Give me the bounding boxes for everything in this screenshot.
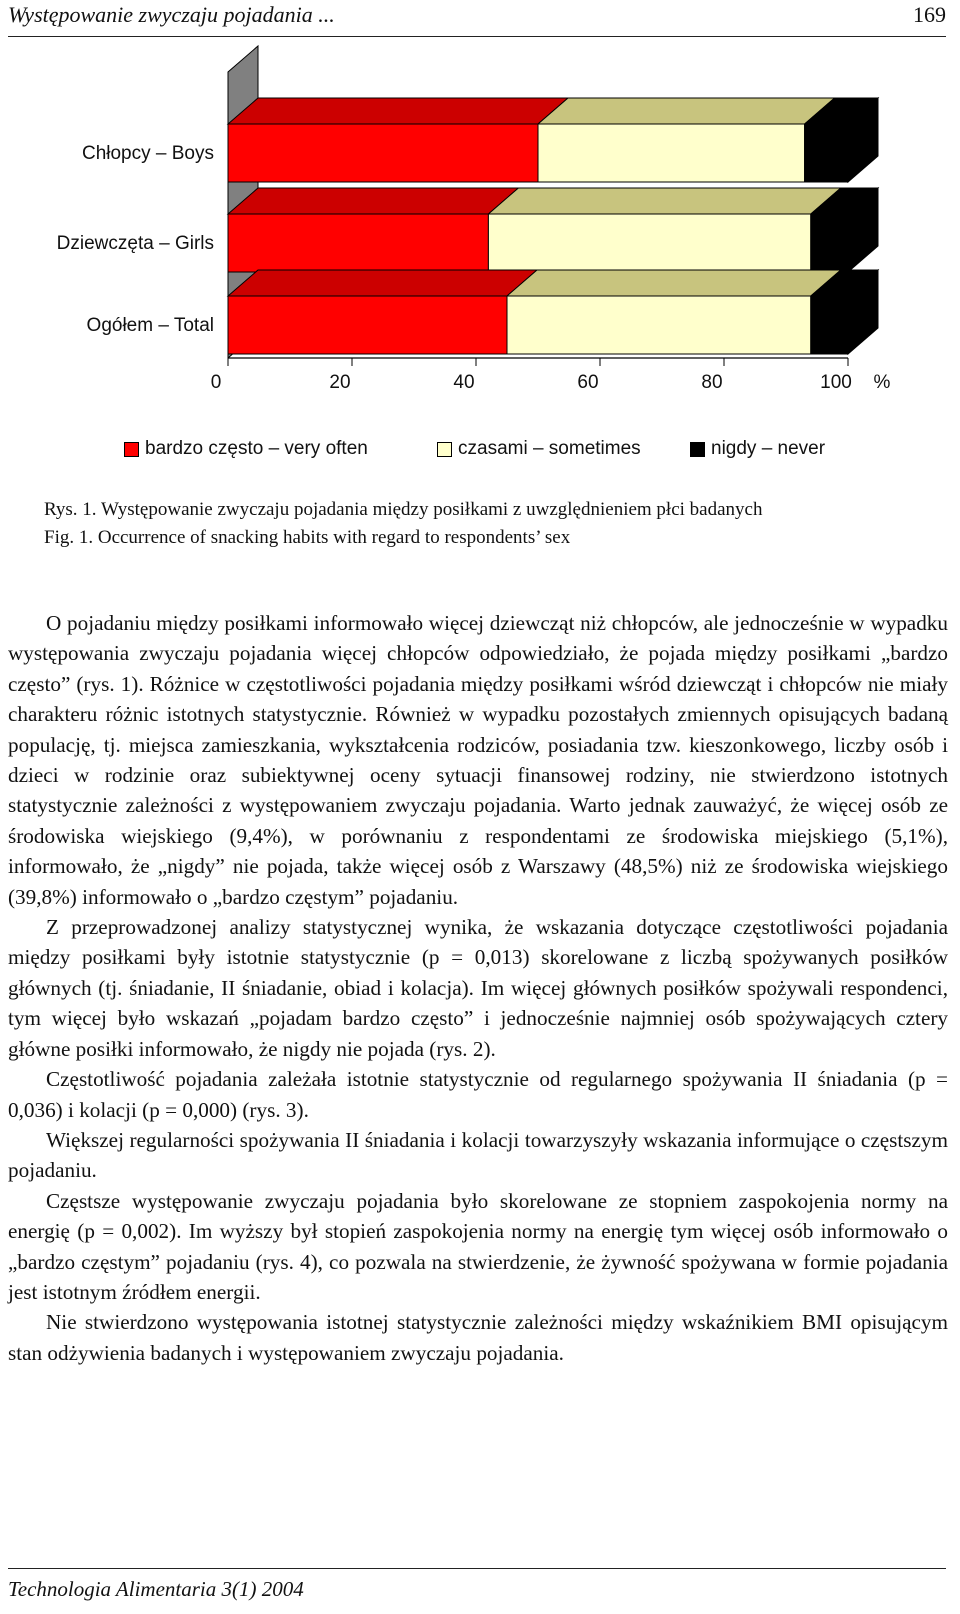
journal-reference: Technologia Alimentaria 3(1) 2004 [8,1577,304,1601]
x-tick-label: 20 [329,372,351,393]
paragraph: Częstsze występowanie zwyczaju pojadania było skorelowane ze stopniem zaspokojenia normy na energię (p = 0,002). Im wyższy był stopień zaspokojenia normy na energię tym więcej osób informowało o „bardzo częstym” pojadaniu (rys. 4), co pozwala na stwierdzenie, że żywność spożywana w formie pojadania jest istotnym źródłem energii. [8,1188,948,1304]
bar-segment-0-0 [228,124,538,182]
bar-segment-2-0 [805,124,848,182]
x-tick-label: 60 [577,372,599,393]
paragraph: Większej regularności spożywania II śniadania i kolacji towarzyszyły wskazania informujące o częstszym pojadaniu. [8,1127,948,1183]
legend-label-sometimes: czasami – sometimes [458,438,641,459]
bar-segment-1-1 [488,214,810,272]
figure-caption [44,496,924,552]
legend-item-very-often [124,438,368,460]
legend-swatch-never [690,442,705,457]
category-label: Ogółem – Total [86,315,214,336]
paragraph: Częstotliwość pojadania zależała istotnie statystycznie od regularnego spożywania II śniadania (p = 0,036) i kolacji (p = 0,000) (rys. 3). [8,1067,948,1122]
bar-segment-1-2 [507,296,811,354]
page-footer [8,1568,946,1602]
caption-polish: Rys. 1. Występowanie zwyczaju pojadania między posiłkami z uwzględnieniem płci badanych [44,499,763,520]
x-axis-unit: % [873,372,891,393]
bar-segment-2-1 [811,214,848,272]
legend-swatch-sometimes [437,442,452,457]
bar-top-1-1 [488,188,840,214]
chart-legend [0,438,960,462]
bar-segment-0-1 [228,214,488,272]
footer-rule [8,1568,946,1569]
stacked-bar-chart [0,40,960,400]
bar-top-0-0 [228,98,568,124]
caption-english: Fig. 1. Occurrence of snacking habits with regard to respondents’ sex [44,527,571,548]
x-tick-label: 40 [453,372,475,393]
x-tick-label: 0 [210,372,222,393]
header-rule [8,36,946,37]
bar-segment-1-0 [538,124,805,182]
bar-top-0-2 [228,270,537,296]
legend-label-never: nigdy – never [711,438,826,459]
page-header [8,0,946,38]
legend-item-never [690,438,825,460]
paragraph: Z przeprowadzonej analizy statystycznej wynika, że wskazania dotyczące częstotliwości pojadania między posiłkami były istotnie statystycznie (p = 0,013) skorelowane z liczbą spożywanych posiłków głównych (tj. śniadanie, II śniadanie, obiad i kolacja). Im więcej głównych posiłków spożywali respondenci, tym więcej było wskazań „pojadam bardzo często” i jednocześnie najmniej osób spożywających cztery główne posiłki informowało, że nigdy nie pojada (rys. 2). [8,915,948,1061]
bar-segment-2-2 [811,296,848,354]
category-label: Dziewczęta – Girls [56,233,214,254]
legend-swatch-very-often [124,442,139,457]
page-number: 169 [913,2,946,27]
x-tick-label: 100 [820,372,852,393]
legend-item-sometimes [437,438,641,460]
bar-top-1-0 [538,98,835,124]
body-text [8,608,948,1368]
paragraph: Nie stwierdzono występowania istotnej statystycznie zależności między wskaźnikiem BMI opisującym stan odżywienia badanych i występowaniem zwyczaju pojadania. [8,1310,948,1365]
running-title: Występowanie zwyczaju pojadania ... [8,2,335,27]
legend-label-very-often: bardzo często – very often [145,438,368,459]
bar-top-1-2 [507,270,841,296]
paragraph: O pojadaniu między posiłkami informowało więcej dziewcząt niż chłopców, ale jednocześnie w wypadku występowania zwyczaju pojadania więcej chłopców odpowiedziało, że pojada między posiłkami „bardzo często” (rys. 1). Różnice w częstotliwości pojadania między posiłkami wśród dziewcząt i chłopców nie miały charakteru różnic istotnych statystycznie. Również w wypadku pozostałych zmiennych opisujących badaną populację, tj. miejsca zamieszkania, wykształcenia rodziców, posiadania tzw. kieszonkowego, liczby osób i dzieci w rodzinie oraz subiektywnej oceny sytuacji finansowej rodziny, nie stwierdzono istotnych statystycznie zależności z występowaniem zwyczaju pojadania. Warto jednak zauważyć, że więcej osób ze środowiska wiejskiego (9,4%), w porównaniu z respondentami ze środowiska miejskiego (5,1%), informowało, że „nigdy” nie pojada, także więcej osób z Warszawy (48,5%) niż ze środowiska wiejskiego (39,8%) informowało o „bardzo częstym” pojadaniu. [8,611,948,909]
bar-segment-0-2 [228,296,507,354]
category-label: Chłopcy – Boys [81,143,214,164]
bar-top-0-1 [228,188,518,214]
x-tick-label: 80 [701,372,723,393]
